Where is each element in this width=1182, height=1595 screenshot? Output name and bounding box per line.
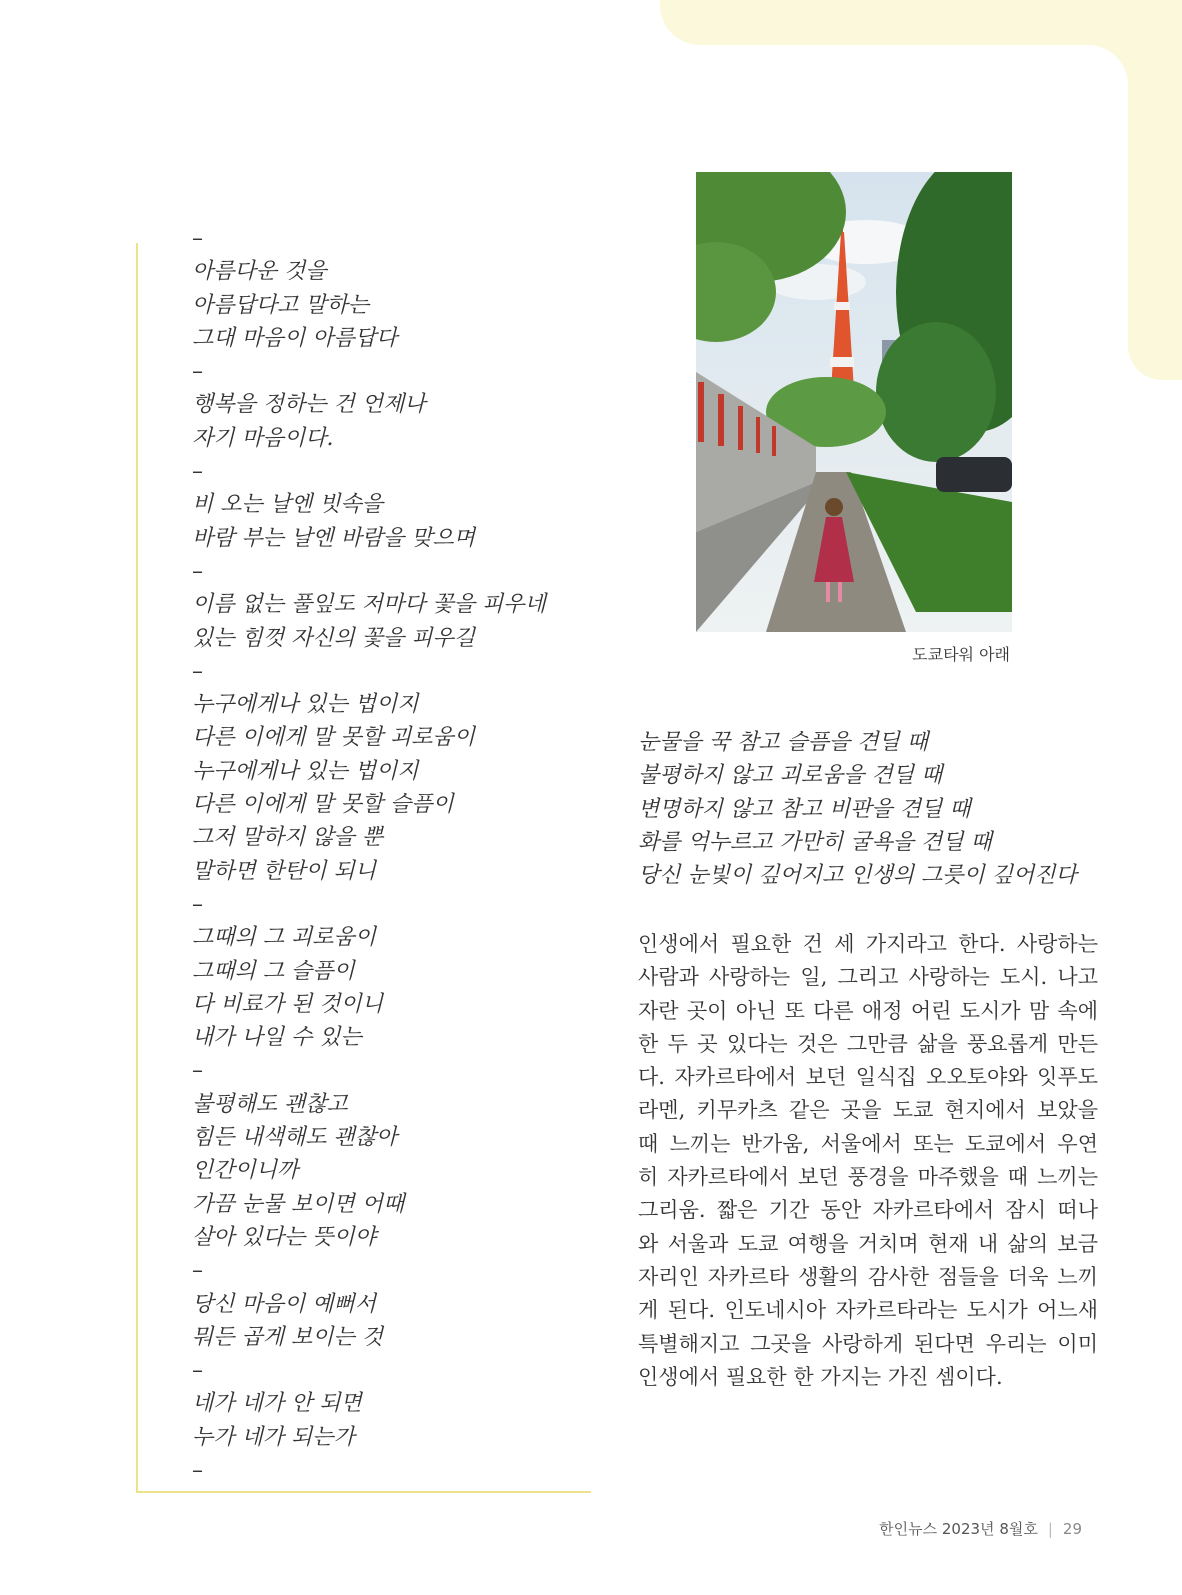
poem-text [192, 222, 582, 1487]
verse-line: 불평하지 않고 괴로움을 견딜 때 [638, 763, 943, 789]
poem-line: – [192, 1457, 203, 1483]
verse-line: 변명하지 않고 참고 비판을 견딜 때 [638, 796, 971, 822]
poem-line: 다 비료가 된 것이니 [192, 991, 383, 1017]
poem-line: 아름다운 것을 [192, 259, 327, 285]
prose-line: 그리움. 짧은 기간 동안 자카르타에서 잠시 떠나 [638, 1198, 1098, 1223]
poem-line: 행복을 정하는 건 언제나 [192, 392, 426, 418]
poem-line: 살아 있다는 뜻이야 [192, 1224, 377, 1250]
page-number: 29 [1062, 1520, 1082, 1538]
prose-line: 인생에서 필요한 한 가지는 가진 셈이다. [638, 1364, 1003, 1389]
poem-line: – [192, 891, 203, 917]
poem-line: 뭐든 곱게 보이는 것 [192, 1324, 383, 1350]
poem-line: 아름답다고 말하는 [192, 292, 370, 318]
prose-line: 자란 곳이 아닌 또 다른 애정 어린 도시가 맘 속에 [638, 998, 1098, 1023]
decorative-band [660, 0, 1182, 45]
poem-line: 누구에게나 있는 법이지 [192, 758, 419, 784]
verse-line: 눈물을 꾹 참고 슬픔을 견딜 때 [638, 730, 928, 755]
poem-line: 자기 마음이다. [192, 425, 334, 451]
poem-line: 비 오는 날엔 빗속을 [192, 492, 383, 518]
poem-line: 네가 네가 안 되면 [192, 1391, 362, 1417]
decorative-corner [1088, 45, 1128, 85]
poem-line: – [192, 658, 203, 684]
poem-line: 당신 마음이 예뻐서 [192, 1291, 377, 1317]
poem-line: 바람 부는 날엔 바람을 맞으며 [192, 525, 475, 551]
verse-line: 화를 억누르고 가만히 굴욕을 견딜 때 [638, 829, 992, 855]
prose-line: 때 느끼는 반가움, 서울에서 또는 도쿄에서 우연 [638, 1131, 1098, 1156]
poem-line: 누구에게나 있는 법이지 [192, 692, 419, 718]
poem-line: 말하면 한탄이 되니 [192, 858, 377, 884]
poem-line: 있는 힘껏 자신의 꽃을 피우길 [192, 625, 475, 651]
prose-line: 사람과 사랑하는 일, 그리고 사랑하는 도시. 나고 [638, 965, 1098, 990]
prose-line: 특별해지고 그곳을 사랑하게 된다면 우리는 이미 [638, 1331, 1098, 1356]
footer-separator: | [1047, 1520, 1053, 1538]
poem-line: 누가 네가 되는가 [192, 1424, 355, 1450]
poem-line: 불평해도 괜찮고 [192, 1091, 348, 1117]
poem-line: 그저 말하지 않을 뿐 [192, 825, 383, 851]
poem-line: – [192, 1358, 203, 1384]
verse-text [638, 726, 1108, 892]
verse-line: 당신 눈빛이 깊어지고 인생의 그릇이 깊어진다 [638, 863, 1077, 889]
poem-line: – [192, 558, 203, 584]
tokyo-tower-photo [696, 172, 1012, 632]
prose-line: 라멘, 키무카츠 같은 곳을 도쿄 현지에서 보았을 [638, 1098, 1098, 1123]
photo-illustration [696, 172, 1012, 632]
prose-line: 게 된다. 인도네시아 자카르타라는 도시가 어느새 [638, 1298, 1098, 1323]
prose-paragraph [638, 928, 1098, 1394]
photo-caption: 도쿄타워 아래 [912, 645, 1010, 664]
prose-line: 한 두 곳 있다는 것은 그만큼 삶을 풍요롭게 만든 [638, 1031, 1098, 1056]
prose-line: 와 서울과 도쿄 여행을 거치며 현재 내 삶의 보금 [638, 1231, 1098, 1256]
poem-line: 그때의 그 괴로움이 [192, 925, 377, 951]
prose-line: 인생에서 필요한 건 세 가지라고 한다. 사랑하는 [638, 932, 1098, 956]
poem-line: 내가 나일 수 있는 [192, 1025, 362, 1051]
poem-line: 이름 없는 풀잎도 저마다 꽃을 피우네 [192, 592, 546, 618]
poem-line: – [192, 226, 203, 251]
prose-line: 자리인 자카르타 생활의 감사한 점들을 더욱 느끼 [638, 1264, 1098, 1289]
poem-line: – [192, 1058, 203, 1084]
prose-line: 히 자카르타에서 보던 풍경을 마주했을 때 느끼는 [638, 1165, 1098, 1190]
poem-line: – [192, 359, 203, 385]
poem-line: 다른 이에게 말 못할 슬픔이 [192, 792, 454, 818]
poem-line: 가끔 눈물 보이면 어때 [192, 1191, 405, 1217]
poem-line: 인간이니까 [192, 1158, 299, 1184]
poem-line: – [192, 1258, 203, 1284]
poem-line: 다른 이에게 말 못할 괴로움이 [192, 725, 475, 751]
prose-line: 다. 자카르타에서 보던 일식집 오오토야와 잇푸도 [638, 1065, 1098, 1090]
poem-line: 그대 마음이 아름답다 [192, 325, 398, 351]
poem-line: – [192, 459, 203, 485]
publication-name: 한인뉴스 2023년 8월호 [879, 1520, 1038, 1538]
poem-line: 그때의 그 슬픔이 [192, 958, 355, 984]
page-footer [700, 1518, 1082, 1539]
decorative-side-panel [1128, 0, 1182, 380]
poem-line: 힘든 내색해도 괜찮아 [192, 1125, 398, 1151]
